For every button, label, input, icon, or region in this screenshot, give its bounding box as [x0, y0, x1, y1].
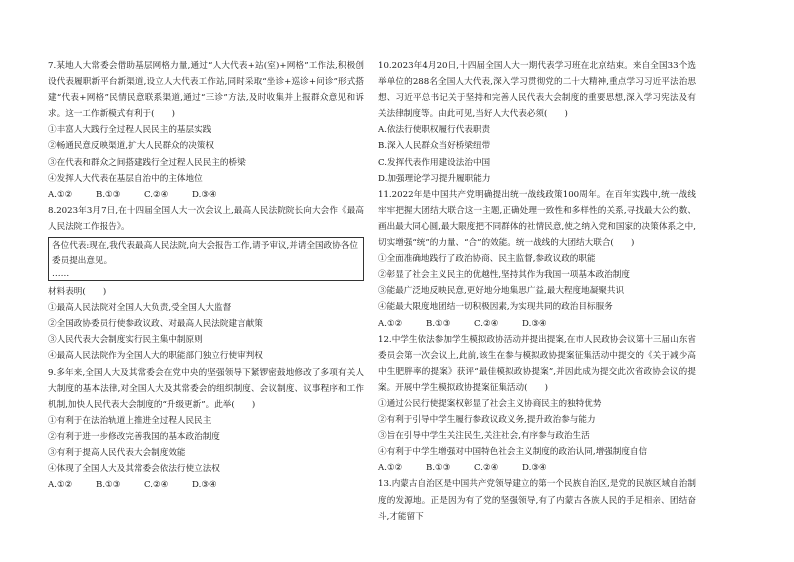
answer-choices	[48, 187, 364, 203]
question-10	[378, 58, 696, 187]
option-statement: ③能最广泛地反映民意,更好地分地集思广益,最大程度地凝聚共识	[378, 286, 625, 297]
option-statement: A.依法行使职权履行代表职责	[378, 125, 491, 136]
option-statement: B.深入人民群众当好桥梁纽带	[378, 141, 491, 152]
question-13	[378, 476, 696, 524]
choice-c: C.②④	[144, 480, 169, 491]
question-12	[378, 332, 696, 477]
option-statement: ④有利于中学生增强对中国特色社会主义制度的政治认同,增强制度自信	[378, 447, 648, 458]
choice-c: C.②④	[474, 318, 499, 329]
quoted-material-box	[48, 237, 364, 281]
option-statement: ①通过公民行使提案权彰显了社会主义协商民主的独特优势	[378, 398, 602, 409]
choice-a: A.①②	[48, 189, 73, 200]
option-statement: ④能最大限度地团结一切积极因素,为实现共同的政治目标服务	[378, 302, 613, 313]
left-column	[48, 58, 364, 493]
option-statement: ②有利于进一步修改完善我国的基本政治制度	[48, 431, 220, 442]
answer-choices	[48, 477, 364, 493]
option-statement: ③人民代表大会制度实行民主集中制原则	[48, 335, 203, 346]
quoted-text: 各位代表:现在,我代表最高人民法院,向大会报告工作,请予审议,并请全国政协各位委员提出意见。	[52, 241, 359, 267]
option-statement: C.发挥代表作用建设法治中国	[378, 157, 491, 168]
option-statement: ③在代表和群众之间搭建践行全过程人民民主的桥梁	[48, 157, 246, 168]
option-statement: ①最高人民法院对全国人大负责,受全国人大监督	[48, 303, 232, 314]
option-statement: ④体现了全国人大及其常委会依法行使立法权	[48, 464, 220, 475]
choice-a: A.①②	[378, 318, 403, 329]
option-statement: ①有利于在法治轨道上推进全过程人民民主	[48, 415, 212, 426]
option-statement: D.加强理论学习提升履职能力	[378, 173, 491, 184]
choice-d: D.③④	[522, 318, 547, 329]
choice-c: C.②④	[474, 463, 499, 474]
question-stem: 7.某地人大常委会借助基层网格力量,通过“人大代表+站(室)+网格”工作法,积极创设代表履职新平台新渠道,设立人大代表工作站,同时采取“坐诊+巡诊+问诊”形式搭建“代表+网格”民情民意联系渠道,通过“三诊”方法,及时收集并上报群众意见和诉求。这一工作新模式有利于( )	[48, 61, 364, 120]
ellipsis: ……	[52, 269, 70, 280]
option-statement: ①丰富人大践行全过程人民民主的基层实践	[48, 125, 212, 136]
choice-a: A.①②	[48, 480, 73, 491]
right-column	[378, 58, 696, 525]
question-11	[378, 187, 696, 332]
choice-b: B.①③	[426, 463, 451, 474]
question-stem: 11.2022年是中国共产党明确提出统一战线政策100周年。在百年实践中,统一战线牢牢把握大团结大联合这一主题,正确处理一致性和多样性的关系,寻找最大公约数、画出最大同心圆,最大限度把不同群体的社情民意,使之纳入党和国家的决策体系之中,切实增强“统”的力量、“合”的效能。统一战线的大团结大联合( )	[378, 189, 696, 249]
question-stem: 8.2023年3月7日,在十四届全国人大一次会议上,最高人民法院院长向大会作《最高人民法院工作报告》。	[48, 205, 364, 232]
choice-d: D.③④	[522, 463, 547, 474]
option-statement: ③有利于提高人民代表大会制度效能	[48, 447, 186, 458]
answer-choices	[378, 460, 696, 476]
option-statement: ②彰显了社会主义民主的优越性,坚持其作为我国一项基本政治制度	[378, 270, 630, 281]
question-8	[48, 203, 364, 365]
choice-b: B.①③	[96, 480, 121, 491]
option-statement: ④发挥人大代表在基层自治中的主体地位	[48, 173, 203, 184]
choice-d: D.③④	[192, 189, 217, 200]
answer-choices	[378, 316, 696, 332]
question-stem: 9.多年来,全国人大及其常委会在党中央的坚强领导下紧锣密鼓地修改了多项有关人大制度的基本法律,对全国人大及其常委会的组织制度、会议制度、议事程序和工作机制,加快人民代表大会制度的“升级更新”。此举( )	[48, 367, 364, 410]
question-lead: 材料表明( )	[48, 287, 107, 298]
question-stem: 10.2023年4月20日,十四届全国人大一期代表学习班在北京结束。来自全国33个选举单位的288名全国人大代表,深入学习贯彻党的二十大精神,重点学习习近平法治思想、习近平总书记关于坚持和完善人民代表大会制度的重要思想,深入学习宪法及有关法律制度等。由此可见,当好人大代表必须( )	[378, 61, 696, 120]
choice-c: C.②④	[144, 189, 169, 200]
question-stem: 13.内蒙古自治区是中国共产党领导建立的第一个民族自治区,是党的民族区域自治制度的发源地。正是因为有了党的坚强领导,有了内蒙古各族人民的手足相亲、团结奋斗,才能留下	[378, 479, 696, 522]
option-statement: ②有利于引导中学生履行参政议政义务,提升政治参与能力	[378, 415, 596, 426]
option-statement: ①全面准确地践行了政治协商、民主监督,参政议政的职能	[378, 254, 596, 265]
choice-d: D.③④	[192, 480, 217, 491]
question-9	[48, 365, 364, 494]
option-statement: ②畅通民意反映渠道,扩大人民群众的决策权	[48, 141, 215, 152]
question-7	[48, 58, 364, 203]
option-statement: ④最高人民法院作为全国人大的职能部门独立行使审判权	[48, 351, 263, 362]
option-statement: ③旨在引导中学生关注民生,关注社会,有序参与政治生活	[378, 431, 590, 442]
choice-a: A.①②	[378, 463, 403, 474]
option-statement: ②全国政协委员行使参政议政、对最高人民法院建言献策	[48, 319, 263, 330]
choice-b: B.①③	[96, 189, 121, 200]
question-stem: 12.中学生依法参加学生模拟政协活动并提出提案,在市人民政协会议第十三届山东省委员会第一次会议上,此前,该生在参与模拟政协提案征集活动中提交的《关于减少高中生肥胖率的提案》获评“最佳模拟政协提案”,并因此成为提交此次省政协会议的提案。开展中学生模拟政协提案征集活动( )	[378, 334, 696, 393]
choice-b: B.①③	[426, 318, 451, 329]
